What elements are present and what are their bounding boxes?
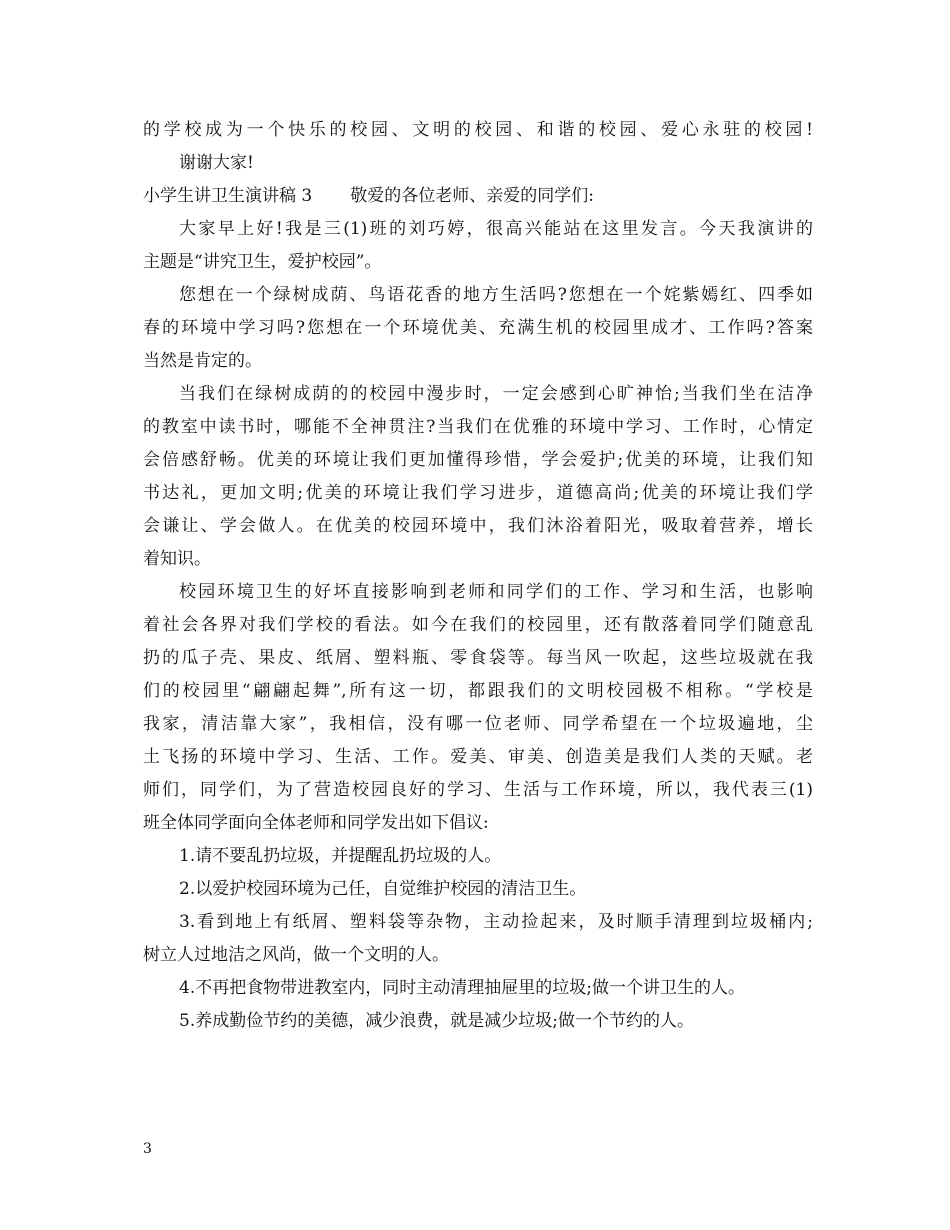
paragraph-line: 们的校园里“翩翩起舞”,所有这一切，都跟我们的文明校园极不相称。“学校是 [143, 681, 813, 701]
paragraph-line: 当然是肯定的。 [143, 351, 262, 371]
greeting: 敬爱的各位老师、亲爱的同学们: [350, 186, 594, 206]
paragraph-line: 会倍感舒畅。优美的环境让我们更加懂得珍惜，学会爱护;优美的环境，让我们知 [143, 450, 813, 470]
paragraph-line: 着社会各界对我们学校的看法。如今在我们的校园里，还有散落着同学们随意乱 [143, 615, 813, 635]
title-line [143, 180, 813, 213]
paragraph-line: 的教室中读书时，哪能不全神贯注?当我们在优雅的环境中学习、工作时，心情定 [143, 417, 813, 437]
paragraph-line: 土飞扬的环境中学习、生活、工作。爱美、审美、创造美是我们人类的天赋。老 [143, 747, 813, 767]
list-item: 3.看到地上有纸屑、塑料袋等杂物，主动捡起来，及时顺手清理到垃圾桶内; [179, 912, 813, 932]
paragraph-line: 您想在一个绿树成荫、鸟语花香的地方生活吗?您想在一个姹紫嫣红、四季如 [179, 285, 813, 305]
list-item-continuation: 树立人过地洁之风尚，做一个文明的人。 [143, 945, 449, 965]
paragraph-line: 当我们在绿树成荫的的校园中漫步时，一定会感到心旷神怡;当我们坐在洁净 [179, 384, 813, 404]
paragraph-line: 春的环境中学习吗?您想在一个环境优美、充满生机的校园里成才、工作吗?答案 [143, 318, 813, 338]
speech-title: 小学生讲卫生演讲稿 3 [143, 186, 313, 206]
text-line: 的学校成为一个快乐的校园、文明的校园、和谐的校园、爱心永驻的校园! [143, 120, 813, 140]
page-number: 3 [143, 1141, 152, 1157]
paragraph-line: 班全体同学面向全体老师和同学发出如下倡议: [143, 813, 489, 833]
list-item: 4.不再把食物带进教室内，同时主动清理抽屉里的垃圾;做一个讲卫生的人。 [179, 978, 745, 998]
paragraph-line: 我家，清洁靠大家”，我相信，没有哪一位老师、同学希望在一个垃圾遍地，尘 [143, 714, 813, 734]
paragraph-line: 大家早上好!我是三(1)班的刘巧婷，很高兴能站在这里发言。今天我演讲的 [179, 219, 813, 239]
paragraph-line: 校园环境卫生的好坏直接影响到老师和同学们的工作、学习和生活，也影响 [179, 582, 813, 602]
text-line: 谢谢大家! [179, 153, 254, 173]
paragraph-line: 书达礼，更加文明;优美的环境让我们学习进步，道德高尚;优美的环境让我们学 [143, 483, 813, 503]
paragraph-line: 扔的瓜子壳、果皮、纸屑、塑料瓶、零食袋等。每当风一吹起，这些垃圾就在我 [143, 648, 813, 668]
paragraph-line: 师们，同学们，为了营造校园良好的学习、生活与工作环境，所以，我代表三(1) [143, 780, 813, 800]
list-item: 5.养成勤俭节约的美德，减少浪费，就是减少垃圾;做一个节约的人。 [179, 1011, 694, 1031]
paragraph-line: 着知识。 [143, 549, 211, 569]
paragraph-line: 会谦让、学会做人。在优美的校园环境中，我们沐浴着阳光，吸取着营养，增长 [143, 516, 813, 536]
paragraph-line: 主题是“讲究卫生，爱护校园”。 [143, 252, 382, 272]
list-item: 2.以爱护校园环境为己任，自觉维护校园的清洁卫生。 [179, 879, 587, 899]
list-item: 1.请不要乱扔垃圾，并提醒乱扔垃圾的人。 [179, 846, 502, 866]
document-body [143, 114, 813, 1038]
